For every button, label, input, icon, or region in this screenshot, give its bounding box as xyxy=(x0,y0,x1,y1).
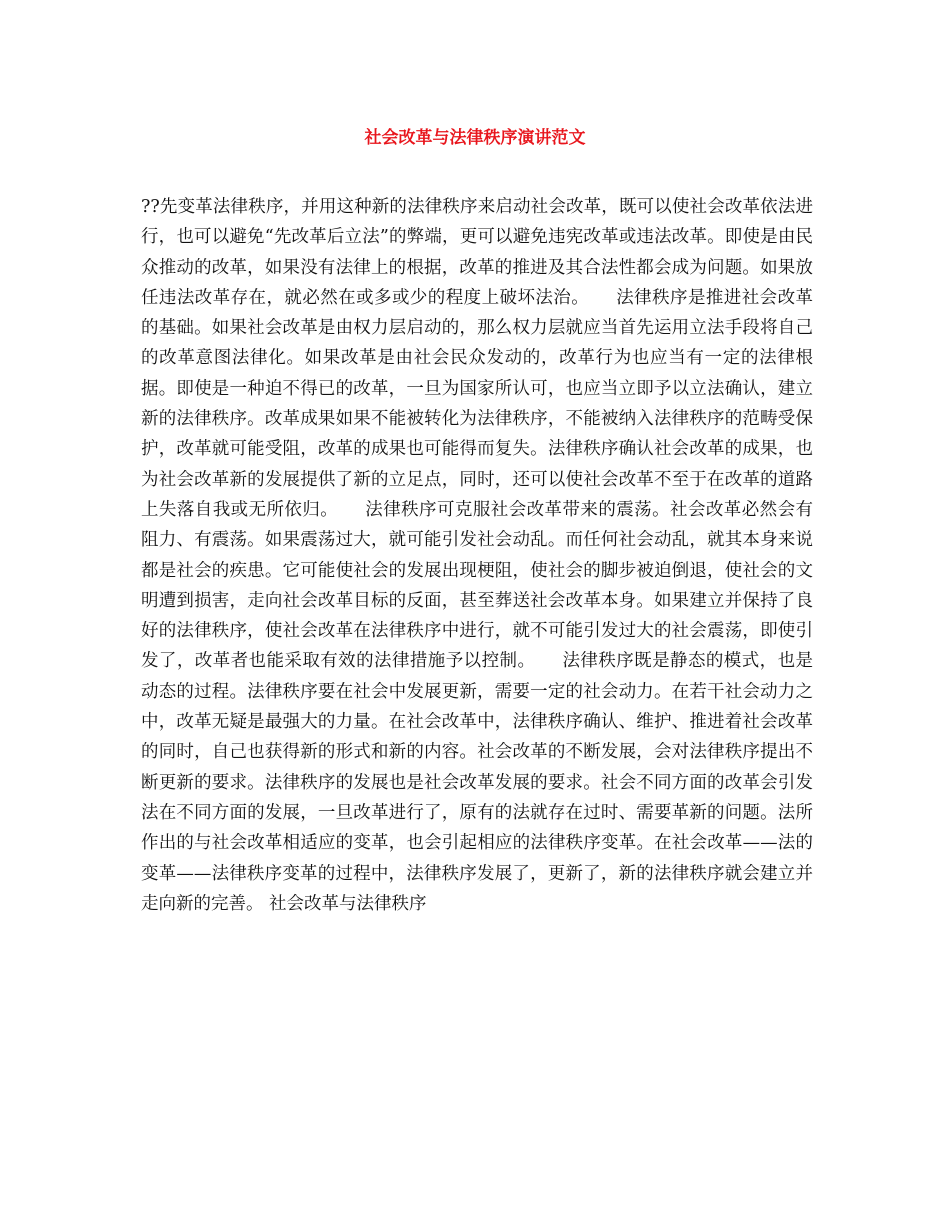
document-body: ??先变革法律秩序，并用这种新的法律秩序来启动社会改革，既可以使社会改革依法进行，也可以避免“先改革后立法”的弊端，更可以避免违宪改革或违法改革。即使是由民众推动的改革，如果没有法律上的根据，改革的推进及其合法性都会成为问题。如果放任违法改革存在，就必然在或多或少的程度上破坏法治。 法律秩序是推进社会改革的基础。如果社会改革是由权力层启动的，那么权力层就应当首先运用立法手段将自己的改革意图法律化。如果改革是由社会民众发动的，改革行为也应当有一定的法律根据。即使是一种迫不得已的改革，一旦为国家所认可，也应当立即予以立法确认，建立新的法律秩序。改革成果如果不能被转化为法律秩序，不能被纳入法律秩序的范畴受保护，改革就可能受阻，改革的成果也可能得而复失。法律秩序确认社会改革的成果，也为社会改革新的发展提供了新的立足点，同时，还可以使社会改革不至于在改革的道路上失落自我或无所依归。 法律秩序可克服社会改革带来的震荡。社会改革必然会有阻力、有震荡。如果震荡过大，就可能引发社会动乱。而任何社会动乱，就其本身来说都是社会的疾患。它可能使社会的发展出现梗阻，使社会的脚步被迫倒退，使社会的文明遭到损害，走向社会改革目标的反面，甚至葬送社会改革本身。如果建立并保持了良好的法律秩序，使社会改革在法律秩序中进行，就不可能引发过大的社会震荡，即使引发了，改革者也能采取有效的法律措施予以控制。 法律秩序既是静态的模式，也是动态的过程。法律秩序要在社会中发展更新，需要一定的社会动力。在若干社会动力之中，改革无疑是最强大的力量。在社会改革中，法律秩序确认、维护、推进着社会改革的同时，自己也获得新的形式和新的内容。社会改革的不断发展，会对法律秩序提出不断更新的要求。法律秩序的发展也是社会改革发展的要求。社会不同方面的改革会引发法在不同方面的发展，一旦改革进行了，原有的法就存在过时、需要革新的问题。法所作出的与社会改革相适应的变革，也会引起相应的法律秩序变革。在社会改革——法的变革——法律秩序变革的过程中，法律秩序发展了，更新了，新的法律秩序就会建立并走向新的完善。 社会改革与法律秩序 xyxy=(141,197,813,914)
document-title: 社会改革与法律秩序演讲范文 xyxy=(364,128,586,148)
